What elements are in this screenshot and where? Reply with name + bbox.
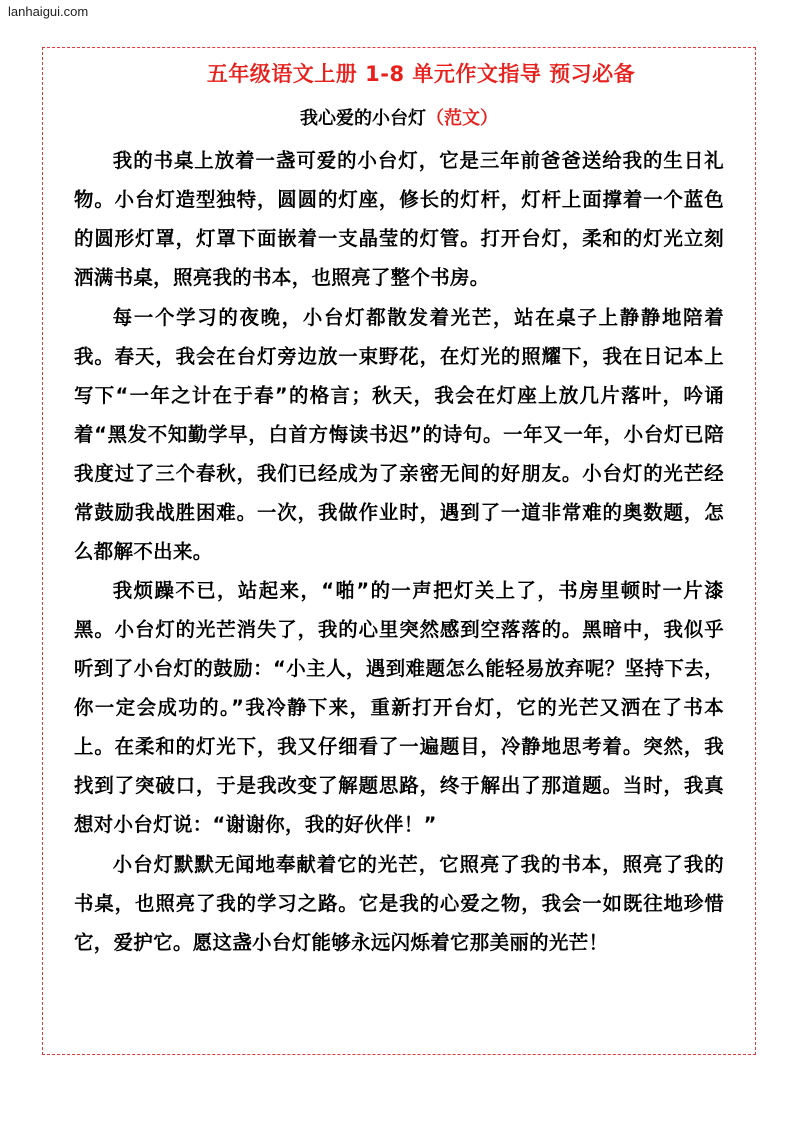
essay-tag: （范文） xyxy=(426,108,498,129)
essay-paragraph: 每一个学习的夜晚，小台灯都散发着光芒，站在桌子上静静地陪着我。春天，我会在台灯旁边放一束野花，在灯光的照耀下，我在日记本上写下“一年之计在于春”的格言；秋天，我会在灯座上放几片落叶，吟诵着“黑发不知勤学早，白首方悔读书迟”的诗句。一年又一年，小台灯已陪我度过了三个春秋，我们已经成为了亲密无间的好朋友。小台灯的光芒经常鼓励我战胜困难。一次，我做作业时，遇到了一道非常难的奥数题，怎么都解不出来。 xyxy=(74,305,724,563)
essay-body xyxy=(74,141,724,962)
essay-title-line xyxy=(42,104,756,130)
site-watermark: lanhaigui.com xyxy=(8,4,89,19)
essay-paragraph: 小台灯默默无闻地奉献着它的光芒，它照亮了我的书本，照亮了我的书桌，也照亮了我的学习之路。它是我的心爱之物，我会一如既往地珍惜它，爱护它。愿这盏小台灯能够永远闪烁着它那美丽的光芒！ xyxy=(74,852,724,954)
essay-paragraph: 我的书桌上放着一盏可爱的小台灯，它是三年前爸爸送给我的生日礼物。小台灯造型独特，圆圆的灯座，修长的灯杆，灯杆上面撑着一个蓝色的圆形灯罩，灯罩下面嵌着一支晶莹的灯管。打开台灯，柔和的灯光立刻洒满书桌，照亮我的书本，也照亮了整个书房。 xyxy=(74,149,724,289)
essay-title: 我心爱的小台灯 xyxy=(300,108,426,129)
document-heading: 五年级语文上册 1-8 单元作文指导 预习必备 xyxy=(206,62,636,86)
essay-paragraph: 我烦躁不已，站起来，“啪”的一声把灯关上了，书房里顿时一片漆黑。小台灯的光芒消失了，我的心里突然感到空落落的。黑暗中，我似乎听到了小台灯的鼓励：“小主人，遇到难题怎么能轻易放弃呢？坚持下去，你一定会成功的。”我冷静下来，重新打开台灯，它的光芒又洒在了书本上。在柔和的灯光下，我又仔细看了一遍题目，冷静地思考着。突然，我找到了突破口，于是我改变了解题思路，终于解出了那道题。当时，我真想对小台灯说：“谢谢你，我的好伙伴！” xyxy=(74,579,724,836)
